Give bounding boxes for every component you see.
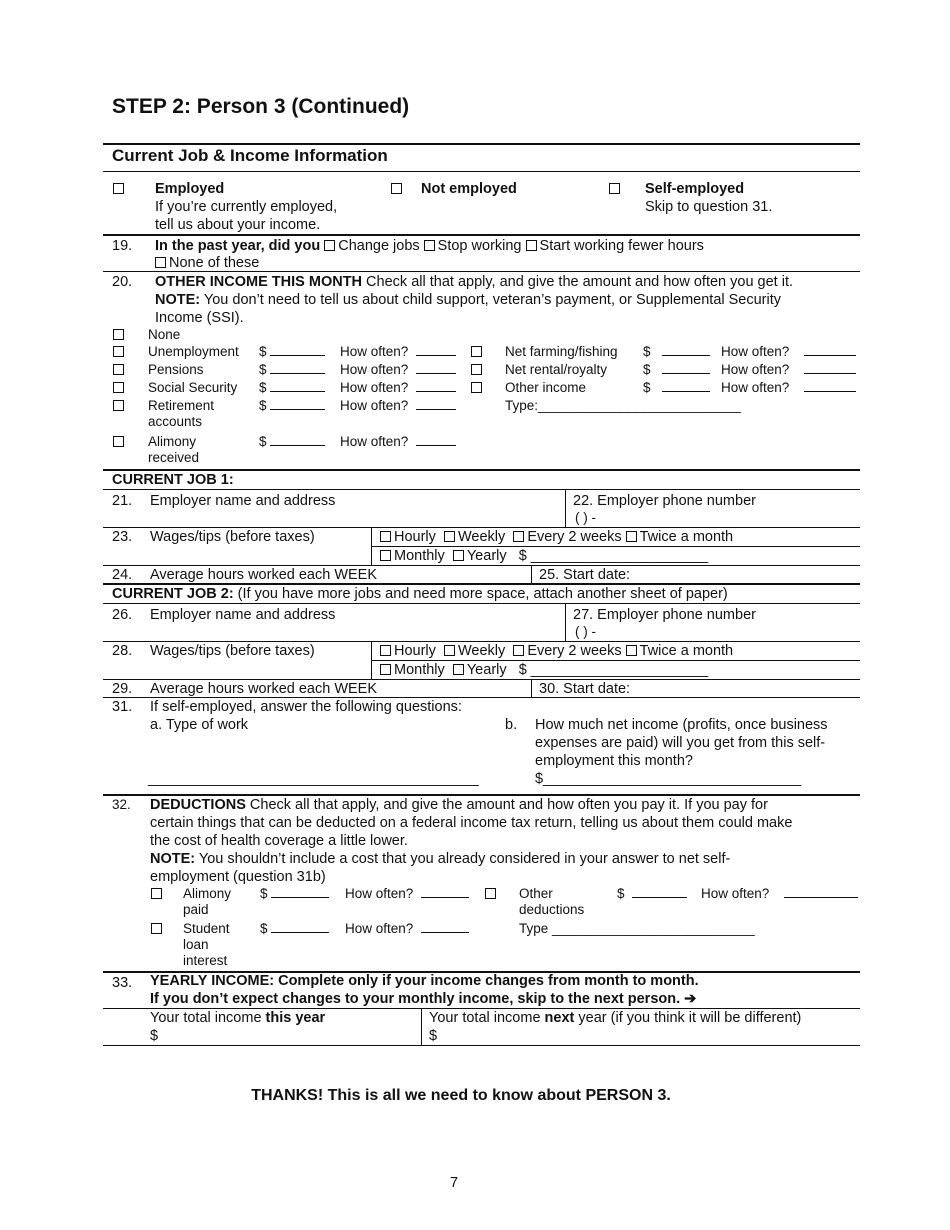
section-rule (103, 143, 860, 145)
page-number: 7 (449, 1175, 459, 1191)
q31b-text-1: How much net income (profits, once business (535, 717, 828, 733)
employed-label: Employed (155, 181, 225, 197)
divider (103, 1045, 860, 1046)
q28-every2-checkbox[interactable] (513, 645, 524, 656)
divider (103, 565, 860, 566)
other-deductions-checkbox[interactable] (485, 886, 499, 901)
q19-stop-working-label: Stop working (437, 238, 522, 254)
retirement-label-2: accounts (148, 414, 203, 429)
q22-label: 22. Employer phone number (573, 493, 756, 509)
q20-intro (155, 274, 793, 290)
farming-label: Net farming/fishing (505, 344, 618, 359)
q24-label[interactable]: Average hours worked each WEEK (150, 567, 378, 583)
q32-number: 32. (112, 797, 131, 812)
how-often-label: How often? (340, 398, 409, 413)
q28-yearly-checkbox[interactable] (453, 664, 464, 675)
divider (421, 1008, 422, 1045)
not-employed-checkbox[interactable] (391, 181, 405, 197)
farming-amount[interactable] (643, 344, 710, 359)
q19-question (155, 238, 704, 254)
every2-label: Every 2 weeks (527, 643, 622, 659)
pensions-how-often[interactable] (340, 362, 456, 377)
q28-number: 28. (112, 643, 133, 659)
how-often-label: How often? (721, 362, 790, 377)
other-income-how-often[interactable] (721, 380, 856, 395)
divider (103, 583, 860, 585)
divider (103, 171, 860, 172)
q22-phone[interactable]: ( ) - (575, 510, 596, 525)
q32-note (150, 851, 730, 867)
q30-label[interactable]: 30. Start date: (539, 681, 631, 697)
how-often-label: How often? (340, 362, 409, 377)
unemployment-label: Unemployment (148, 344, 239, 359)
hourly-label: Hourly (394, 529, 436, 545)
q19-none-checkbox[interactable] (155, 257, 166, 268)
every2-label: Every 2 weeks (527, 529, 622, 545)
q19-stop-working-checkbox[interactable] (424, 240, 435, 251)
other-deductions-label: Other (519, 886, 553, 901)
rental-checkbox[interactable] (471, 362, 485, 377)
pensions-label: Pensions (148, 362, 204, 377)
other-income-checkbox[interactable] (471, 380, 485, 395)
q32-line-2: certain things that can be deducted on a federal income tax return, telling us about them could make (150, 815, 793, 831)
social-security-how-often[interactable] (340, 380, 456, 395)
alimony-received-label: Alimony (148, 434, 197, 449)
alimony-received-how-often[interactable] (340, 434, 456, 449)
q32-lead: DEDUCTIONS (150, 797, 246, 813)
q19-none-option (155, 255, 259, 271)
q19-fewer-hours-label: Start working fewer hours (539, 238, 704, 254)
social-security-checkbox[interactable] (113, 380, 127, 395)
q19-lead: In the past year, did you (155, 238, 321, 254)
q19-change-jobs-checkbox[interactable] (324, 240, 335, 251)
self-employed-label: Self-employed (645, 181, 745, 197)
q28-twice-checkbox[interactable] (626, 645, 637, 656)
divider (531, 565, 532, 583)
next-year-text: Your total income (429, 1010, 545, 1026)
job1-header: CURRENT JOB 1: (112, 472, 234, 488)
q31-lead: If self-employed, answer the following questions: (150, 699, 462, 715)
divider (103, 641, 860, 642)
divider (531, 679, 532, 697)
q28-amount[interactable]: $ ______________________ (518, 662, 709, 678)
divider (103, 603, 860, 604)
social-security-amount[interactable] (259, 380, 325, 395)
retirement-label: Retirement (148, 398, 215, 413)
q23-label: Wages/tips (before taxes) (150, 529, 315, 545)
self-employed-note: Skip to question 31. (645, 199, 773, 215)
q32-text: Check all that apply, and give the amount and how often you pay it. If you pay for (245, 797, 768, 813)
yearly-label: Yearly (466, 548, 507, 564)
q20-note (155, 292, 781, 308)
dollar-sign: $ (643, 380, 651, 395)
dollar-sign: $ (259, 380, 267, 395)
divider (565, 489, 566, 527)
monthly-label: Monthly (394, 662, 445, 678)
other-income-amount[interactable] (643, 380, 710, 395)
how-often-label: How often? (340, 434, 409, 449)
social-security-label: Social Security (148, 380, 238, 395)
student-loan-how-often[interactable] (345, 921, 469, 936)
q20-note-text: You don’t need to tell us about child support, veteran’s payment, or Supplemental Security (200, 292, 782, 308)
q23-every2-checkbox[interactable] (513, 531, 524, 542)
q28-freq-row2 (380, 662, 708, 678)
job2-header-text: (If you have more jobs and need more space, attach another sheet of paper) (233, 586, 728, 602)
this-year-income-label (150, 1010, 325, 1026)
q31b-blank[interactable]: $________________________________ (535, 771, 802, 787)
q26-number: 26. (112, 607, 133, 623)
q33-number: 33. (112, 975, 133, 991)
alimony-paid-how-often[interactable] (345, 886, 469, 901)
dollar-sign: $ (259, 398, 267, 413)
divider (371, 546, 860, 547)
farming-how-often[interactable] (721, 344, 856, 359)
income-none-checkbox[interactable] (113, 327, 127, 342)
divider (103, 794, 860, 796)
other-deductions-amount[interactable] (617, 886, 687, 901)
divider (103, 697, 860, 698)
other-deductions-type[interactable]: Type ___________________________ (519, 921, 755, 936)
alimony-received-checkbox[interactable] (113, 434, 127, 449)
dollar-sign: $ (259, 434, 267, 449)
student-loan-label-2: loan (183, 937, 209, 952)
farming-checkbox[interactable] (471, 344, 485, 359)
rental-amount[interactable] (643, 362, 710, 377)
q28-freq-row1 (380, 643, 733, 659)
q25-label[interactable]: 25. Start date: (539, 567, 631, 583)
alimony-paid-amount[interactable] (260, 886, 329, 901)
how-often-label: How often? (721, 344, 790, 359)
divider (103, 271, 860, 272)
how-often-label: How often? (345, 921, 414, 936)
q23-amount[interactable]: $ ______________________ (518, 548, 709, 564)
other-income-type[interactable]: Type:___________________________ (505, 398, 741, 413)
job2-header (112, 586, 728, 602)
other-income-label: Other income (505, 380, 587, 395)
q29-number: 29. (112, 681, 133, 697)
retirement-amount[interactable] (259, 398, 325, 413)
this-year-income-field[interactable]: $ (150, 1028, 159, 1044)
employed-note-2: tell us about your income. (155, 217, 321, 233)
divider (103, 469, 860, 471)
divider (103, 489, 860, 490)
q28-weekly-checkbox[interactable] (444, 645, 455, 656)
q28-monthly-checkbox[interactable] (380, 664, 391, 675)
q23-freq-row1 (380, 529, 733, 545)
q23-monthly-checkbox[interactable] (380, 550, 391, 561)
twice-label: Twice a month (639, 529, 734, 545)
section-title: Current Job & Income Information (112, 146, 388, 165)
q23-weekly-checkbox[interactable] (444, 531, 455, 542)
q19-number: 19. (112, 238, 133, 254)
retirement-checkbox[interactable] (113, 398, 127, 413)
twice-label: Twice a month (639, 643, 734, 659)
other-deductions-label-2: deductions (519, 902, 585, 917)
q31b-text-2: expenses are paid) will you get from this self- (535, 735, 826, 751)
employed-note: If you’re currently employed, (155, 199, 338, 215)
q24-number: 24. (112, 567, 133, 583)
alimony-paid-label: Alimony (183, 886, 232, 901)
next-year-income-label (429, 1010, 801, 1026)
alimony-paid-checkbox[interactable] (151, 886, 165, 901)
q32-note-lead: NOTE: (150, 851, 196, 867)
dollar-sign: $ (643, 362, 651, 377)
q32-note-text: You shouldn’t include a cost that you already considered in your answer to net self- (195, 851, 731, 867)
page-title: STEP 2: Person 3 (Continued) (112, 95, 410, 118)
q27-phone[interactable]: ( ) - (575, 624, 596, 639)
hourly-label: Hourly (394, 643, 436, 659)
employed-checkbox[interactable] (113, 181, 127, 197)
alimony-paid-label-2: paid (183, 902, 209, 917)
weekly-label: Weekly (457, 643, 506, 659)
unemployment-amount[interactable] (259, 344, 325, 359)
student-loan-amount[interactable] (260, 921, 329, 936)
next-year-bold: next (544, 1010, 575, 1026)
student-loan-label-3: interest (183, 953, 228, 968)
divider (565, 603, 566, 641)
divider (103, 527, 860, 528)
q31a-label: a. Type of work (150, 717, 249, 733)
rental-how-often[interactable] (721, 362, 856, 377)
dollar-sign: $ (260, 886, 268, 901)
student-loan-checkbox[interactable] (151, 921, 165, 936)
divider (103, 679, 860, 680)
alimony-received-amount[interactable] (259, 434, 325, 449)
q20-text: Check all that apply, and give the amount and how often you get it. (362, 274, 794, 290)
dollar-sign: $ (260, 921, 268, 936)
divider (371, 660, 860, 661)
student-loan-label: Student (183, 921, 230, 936)
how-often-label: How often? (340, 344, 409, 359)
q23-freq-row2 (380, 548, 708, 564)
q23-twice-checkbox[interactable] (626, 531, 637, 542)
q21-label[interactable]: Employer name and address (150, 493, 336, 509)
divider (103, 1008, 860, 1009)
divider (103, 234, 860, 236)
q31b-text-3: employment this month? (535, 753, 693, 769)
income-none-label: None (148, 327, 181, 342)
q28-hourly-checkbox[interactable] (380, 645, 391, 656)
q20-note-lead: NOTE: (155, 292, 201, 308)
alimony-received-label-2: received (148, 450, 200, 465)
how-often-label: How often? (701, 886, 770, 901)
how-often-label: How often? (721, 380, 790, 395)
this-year-bold: this year (265, 1010, 326, 1026)
q21-number: 21. (112, 493, 133, 509)
q31a-blank[interactable]: _________________________________________ (148, 771, 479, 787)
q20-note-cont: Income (SSI). (155, 310, 244, 326)
q28-label: Wages/tips (before taxes) (150, 643, 315, 659)
q23-number: 23. (112, 529, 133, 545)
q29-label[interactable]: Average hours worked each WEEK (150, 681, 378, 697)
rental-label: Net rental/royalty (505, 362, 608, 377)
q20-lead: OTHER INCOME THIS MONTH (155, 274, 363, 290)
q32-line-3: the cost of health coverage a little lower. (150, 833, 408, 849)
q31-number: 31. (112, 699, 133, 715)
q32-line-1 (150, 797, 768, 813)
weekly-label: Weekly (457, 529, 506, 545)
q27-label: 27. Employer phone number (573, 607, 756, 623)
q23-yearly-checkbox[interactable] (453, 550, 464, 561)
job2-header-lead: CURRENT JOB 2: (112, 586, 234, 602)
q32-note-2: employment (question 31b) (150, 869, 326, 885)
q31b-letter: b. (505, 717, 518, 733)
thanks-message: THANKS! This is all we need to know about PERSON 3. (251, 1087, 671, 1104)
self-employed-checkbox[interactable] (609, 181, 623, 197)
monthly-label: Monthly (394, 548, 445, 564)
retirement-how-often[interactable] (340, 398, 456, 413)
how-often-label: How often? (340, 380, 409, 395)
unemployment-checkbox[interactable] (113, 344, 127, 359)
dollar-sign: $ (259, 344, 267, 359)
q19-fewer-hours-checkbox[interactable] (526, 240, 537, 251)
unemployment-how-often[interactable] (340, 344, 456, 359)
next-year-text-2: year (if you think it will be different) (574, 1010, 802, 1026)
q19-none-label: None of these (169, 255, 260, 271)
q33-line-1: YEARLY INCOME: Complete only if your income changes from month to month. (150, 973, 699, 989)
dollar-sign: $ (259, 362, 267, 377)
how-often-label: How often? (345, 886, 414, 901)
pensions-checkbox[interactable] (113, 362, 127, 377)
q26-label[interactable]: Employer name and address (150, 607, 336, 623)
yearly-label: Yearly (466, 662, 507, 678)
q20-number: 20. (112, 274, 133, 290)
q33-line-2: If you don’t expect changes to your monthly income, skip to the next person. ➔ (150, 991, 697, 1007)
next-year-income-field[interactable]: $ (429, 1028, 438, 1044)
this-year-text: Your total income (150, 1010, 266, 1026)
dollar-sign: $ (643, 344, 651, 359)
other-deductions-how-often[interactable] (701, 886, 858, 901)
dollar-sign: $ (617, 886, 625, 901)
q23-hourly-checkbox[interactable] (380, 531, 391, 542)
not-employed-label: Not employed (421, 181, 517, 197)
q19-change-jobs-label: Change jobs (338, 238, 420, 254)
pensions-amount[interactable] (259, 362, 325, 377)
